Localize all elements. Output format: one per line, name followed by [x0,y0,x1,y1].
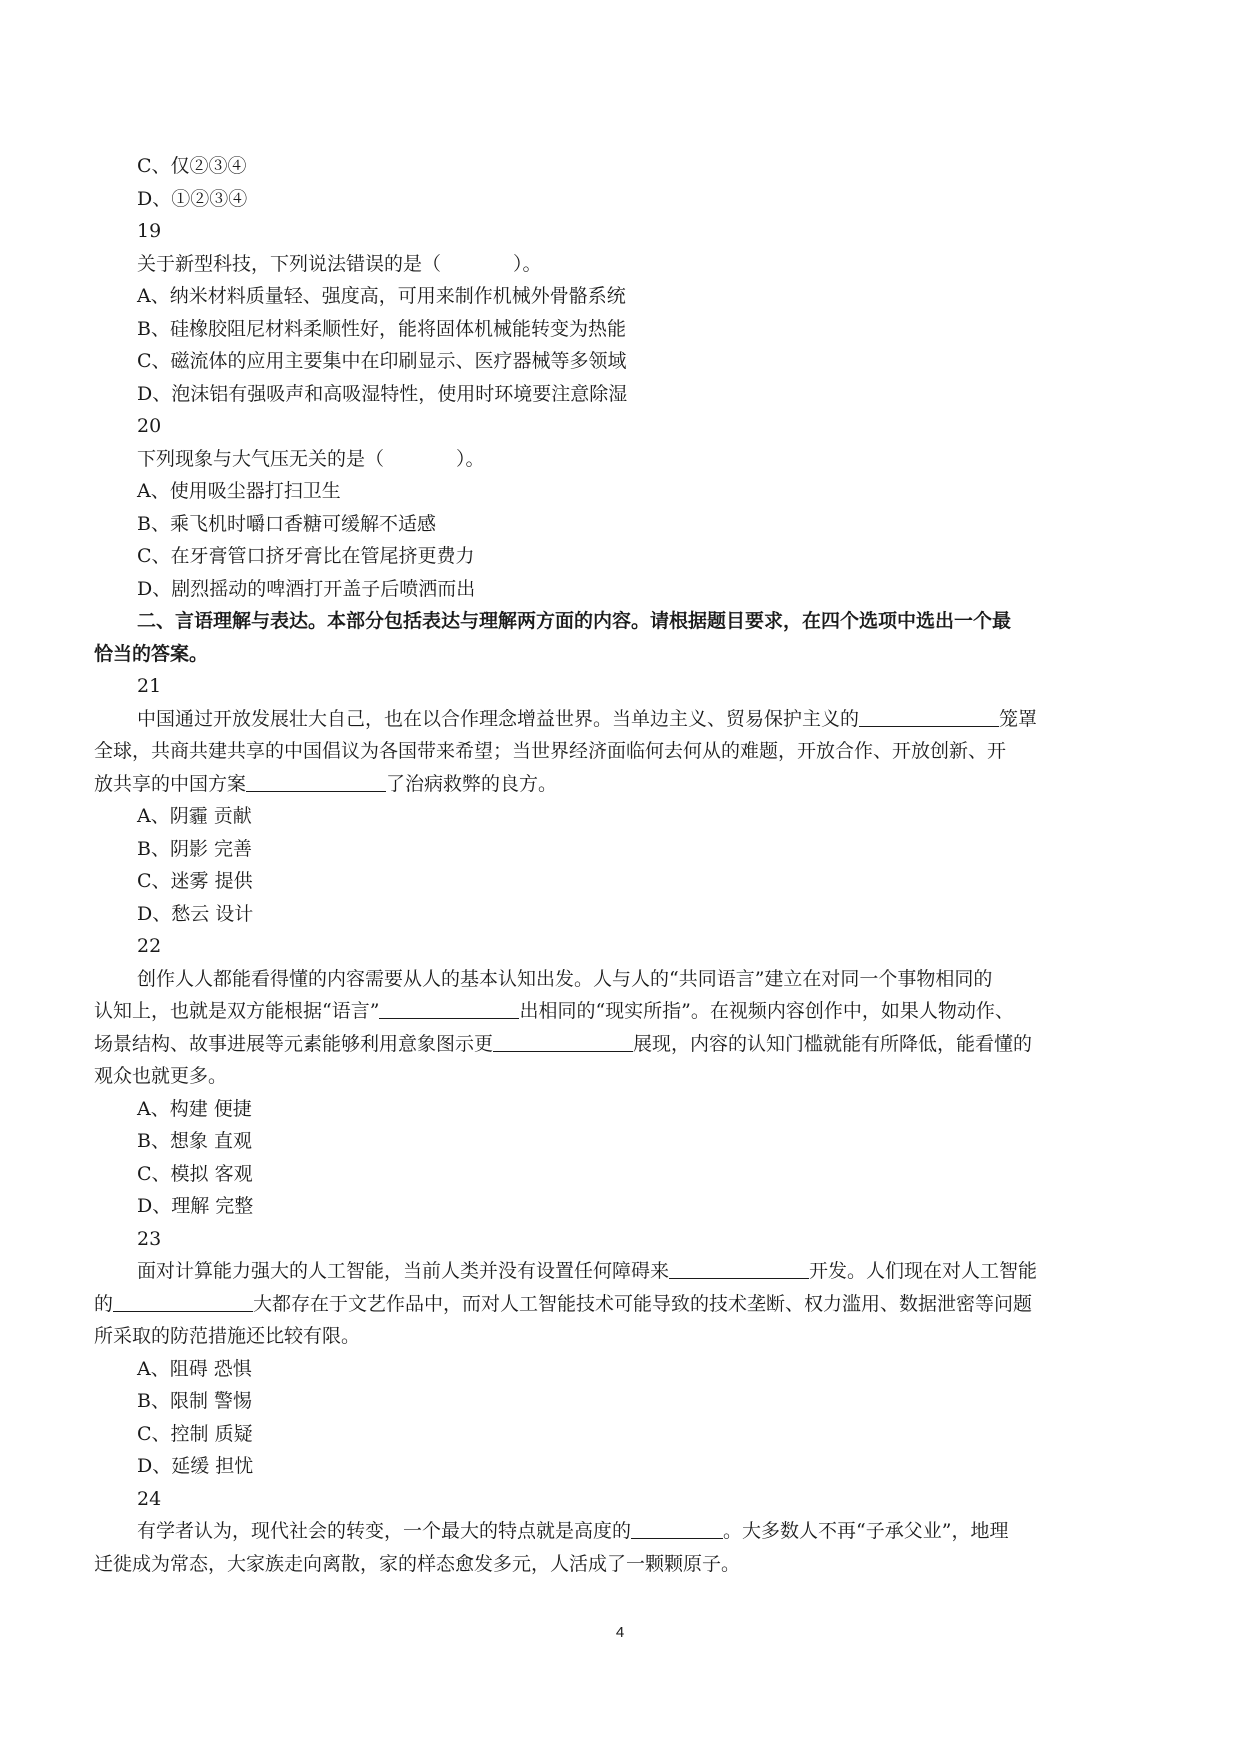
q24-text: 有学者认为，现代社会的转变，一个最大的特点就是高度的 [137,1520,632,1542]
q24-number: 24 [137,1487,162,1510]
q23-text: 的 [94,1292,114,1315]
q21-option-a: A、阴霾 贡献 [137,805,252,827]
q21-text: 笼罩 [999,707,1038,730]
q24-passage-line-1 [94,1515,1148,1548]
q22-passage-line-4: 观众也就更多。 [94,1065,228,1087]
q22-option-c: C、模拟 客观 [137,1162,253,1185]
q21-option-c: C、迷雾 提供 [137,870,253,892]
q19-stem-a: 关于新型科技，下列说法错误的是（ [137,252,442,275]
q23-passage-line-3: 所采取的防范措施还比较有限。 [94,1325,361,1347]
q22-passage-line-1: 创作人人都能看得懂的内容需要从人的基本认知出发。人与人的“共同语言”建立在对同一个事物相同的 [137,967,993,990]
q20-option-a: A、使用吸尘器打扫卫生 [137,480,341,502]
q24-text: 。大多数人不再“子承父业”，地理 [723,1520,1009,1542]
q21-option-b: B、阴影 完善 [137,837,253,860]
q19-stem [94,248,1148,281]
q24-passage-line-2: 迁徙成为常态，大家族走向离散，家的样态愈发多元，人活成了一颗颗原子。 [94,1552,741,1575]
q23-passage-line-2 [94,1288,1148,1321]
section-2-heading-line-1: 二、言语理解与表达。本部分包括表达与理解两方面的内容。请根据题目要求，在四个选项中选出一个最 [137,610,1012,632]
q21-blank-1 [859,704,999,727]
q19-option-d: D、泡沫铝有强吸声和高吸湿特性，使用时环境要注意除湿 [137,382,628,405]
q22-text: 出相同的“现实所指”。在视频内容创作中，如果人物动作、 [519,1000,1014,1022]
q21-text: 放共享的中国方案 [94,772,247,795]
q22-passage-line-3 [94,1028,1148,1061]
q21-blank-2 [246,769,386,792]
q20-stem-a: 下列现象与大气压无关的是（ [137,447,385,470]
q22-text: 认知上，也就是双方能根据“语言” [94,1000,380,1022]
q22-blank-2 [493,1029,633,1052]
q23-option-b: B、限制 警惕 [137,1390,253,1412]
q23-option-a: A、阻碍 恐惧 [137,1357,252,1380]
q19-option-b: B、硅橡胶阻尼材料柔顺性好，能将固体机械能转变为热能 [137,317,626,340]
q23-passage-line-1 [94,1255,1148,1288]
q23-text: 面对计算能力强大的人工智能，当前人类并没有设置任何障碍来 [137,1260,670,1282]
q19-number: 19 [137,220,162,242]
page-number: 4 [615,1624,625,1641]
q20-option-c: C、在牙膏管口挤牙膏比在管尾挤更费力 [137,545,475,567]
q21-option-d: D、愁云 设计 [137,902,254,925]
q20-option-b: B、乘飞机时嚼口香糖可缓解不适感 [137,512,436,535]
q22-option-a: A、构建 便捷 [137,1097,252,1120]
q22-option-d: D、理解 完整 [137,1195,254,1217]
section-2-heading-line-2: 恰当的答案。 [94,642,209,665]
q23-blank-1 [669,1256,809,1279]
q18-option-d: D、①②③④ [137,187,248,210]
q22-option-b: B、想象 直观 [137,1130,253,1152]
q24-blank-1 [631,1516,723,1539]
q22-number: 22 [137,935,162,957]
page-content [94,150,1148,1580]
q19-stem-b: ）。 [513,252,542,275]
q21-text: 了治病救弊的良方。 [386,772,558,795]
q23-blank-2 [113,1289,253,1312]
q20-stem [94,443,1148,476]
q22-blank-1 [379,996,519,1019]
q22-text: 展现，内容的认知门槛就能有所降低，能看懂的 [633,1032,1033,1055]
q20-number: 20 [137,415,162,437]
q21-passage-line-2: 全球，共商共建共享的中国倡议为各国带来希望；当世界经济面临何去何从的难题，开放合作、开放创新、开 [94,740,1007,762]
q20-option-d: D、剧烈摇动的啤酒打开盖子后喷洒而出 [137,577,476,600]
q23-option-c: C、控制 质疑 [137,1422,253,1445]
q23-number: 23 [137,1227,162,1250]
q21-number: 21 [137,675,162,697]
q21-passage-line-1 [94,703,1148,736]
q20-stem-b: ）。 [456,447,485,470]
q19-option-a: A、纳米材料质量轻、强度高，可用来制作机械外骨骼系统 [137,285,626,307]
q23-option-d: D、延缓 担忧 [137,1455,254,1477]
q21-text: 中国通过开放发展壮大自己，也在以合作理念增益世界。当单边主义、贸易保护主义的 [137,707,860,730]
q22-passage-line-2 [94,995,1148,1028]
q22-text: 场景结构、故事进展等元素能够利用意象图示更 [94,1032,494,1055]
q23-text: 大都存在于文艺作品中，而对人工智能技术可能导致的技术垄断、权力滥用、数据泄密等问题 [253,1292,1033,1315]
q18-option-c: C、仅②③④ [137,155,247,177]
q23-text: 开发。人们现在对人工智能 [809,1260,1038,1282]
q21-passage-line-3 [94,768,1148,801]
q19-option-c: C、磁流体的应用主要集中在印刷显示、医疗器械等多领域 [137,350,627,372]
